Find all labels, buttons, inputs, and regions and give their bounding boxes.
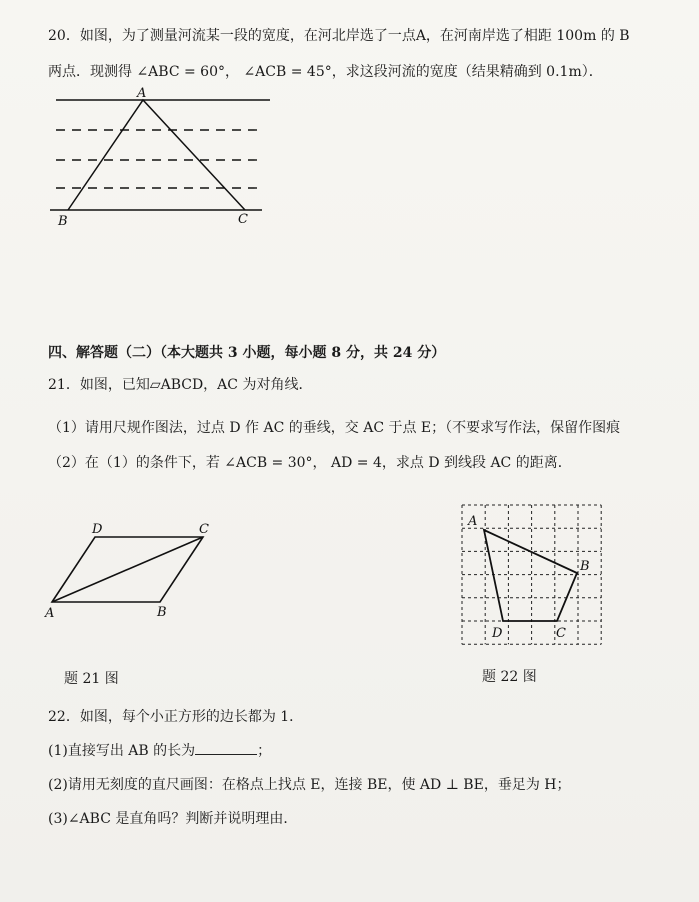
q20-label-c: C [238,212,248,227]
q22-label-d: D [492,626,503,641]
q21-label-d: D [92,522,103,537]
q22-part1-text: (1)直接写出 AB 的长为 [48,743,196,759]
q21-part2: （2）在（1）的条件下，若 ∠ACB = 30°， AD = 4，求点 D 到线段 AC 的距离． [48,455,572,471]
q21-part1: （1）请用尺规作图法，过点 D 作 AC 的垂线，交 AC 于点 E；（不要求写作法，保留作图痕 [48,420,621,436]
q20-label-b: B [58,214,68,229]
q22-label-b: B [580,559,590,574]
q22-label-a: A [468,514,478,529]
section-4-title: 四、解答题（二）（本大题共 3 小题，每小题 8 分，共 24 分） [48,345,446,361]
q22-grid-lines [462,505,601,644]
q21-label-b: B [157,605,167,620]
q22-part2: (2)请用无刻度的直尺画图：在格点上找点 E，连接 BE，使 AD ⊥ BE，垂足为 H； [48,777,571,793]
q22-answer-blank[interactable] [195,740,257,755]
q21-stem: 21．如图，已知▱ABCD，AC 为对角线． [48,377,313,393]
q20-line2: 两点．现测得 ∠ABC = 60°， ∠ACB = 45°，求这段河流的宽度（结果精确到 0.1m）． [48,64,603,80]
q22-label-c: C [556,626,566,641]
q22-stem: 22．如图，每个小正方形的边长都为 1． [48,709,304,725]
q22-part1-line [48,740,271,761]
q21-label-a: A [45,606,55,621]
q21-caption: 题 21 图 [64,671,119,687]
q20-line1: 20．如图，为了测量河流某一段的宽度，在河北岸选了一点A，在河南岸选了相距 100m 的 B [48,28,630,44]
q20-label-a: A [137,86,147,101]
q21-label-c: C [199,522,209,537]
q22-caption: 题 22 图 [482,669,537,685]
q22-part3: (3)∠ABC 是直角吗？判断并说明理由． [48,811,298,827]
q22-part1-end: ； [257,743,272,759]
